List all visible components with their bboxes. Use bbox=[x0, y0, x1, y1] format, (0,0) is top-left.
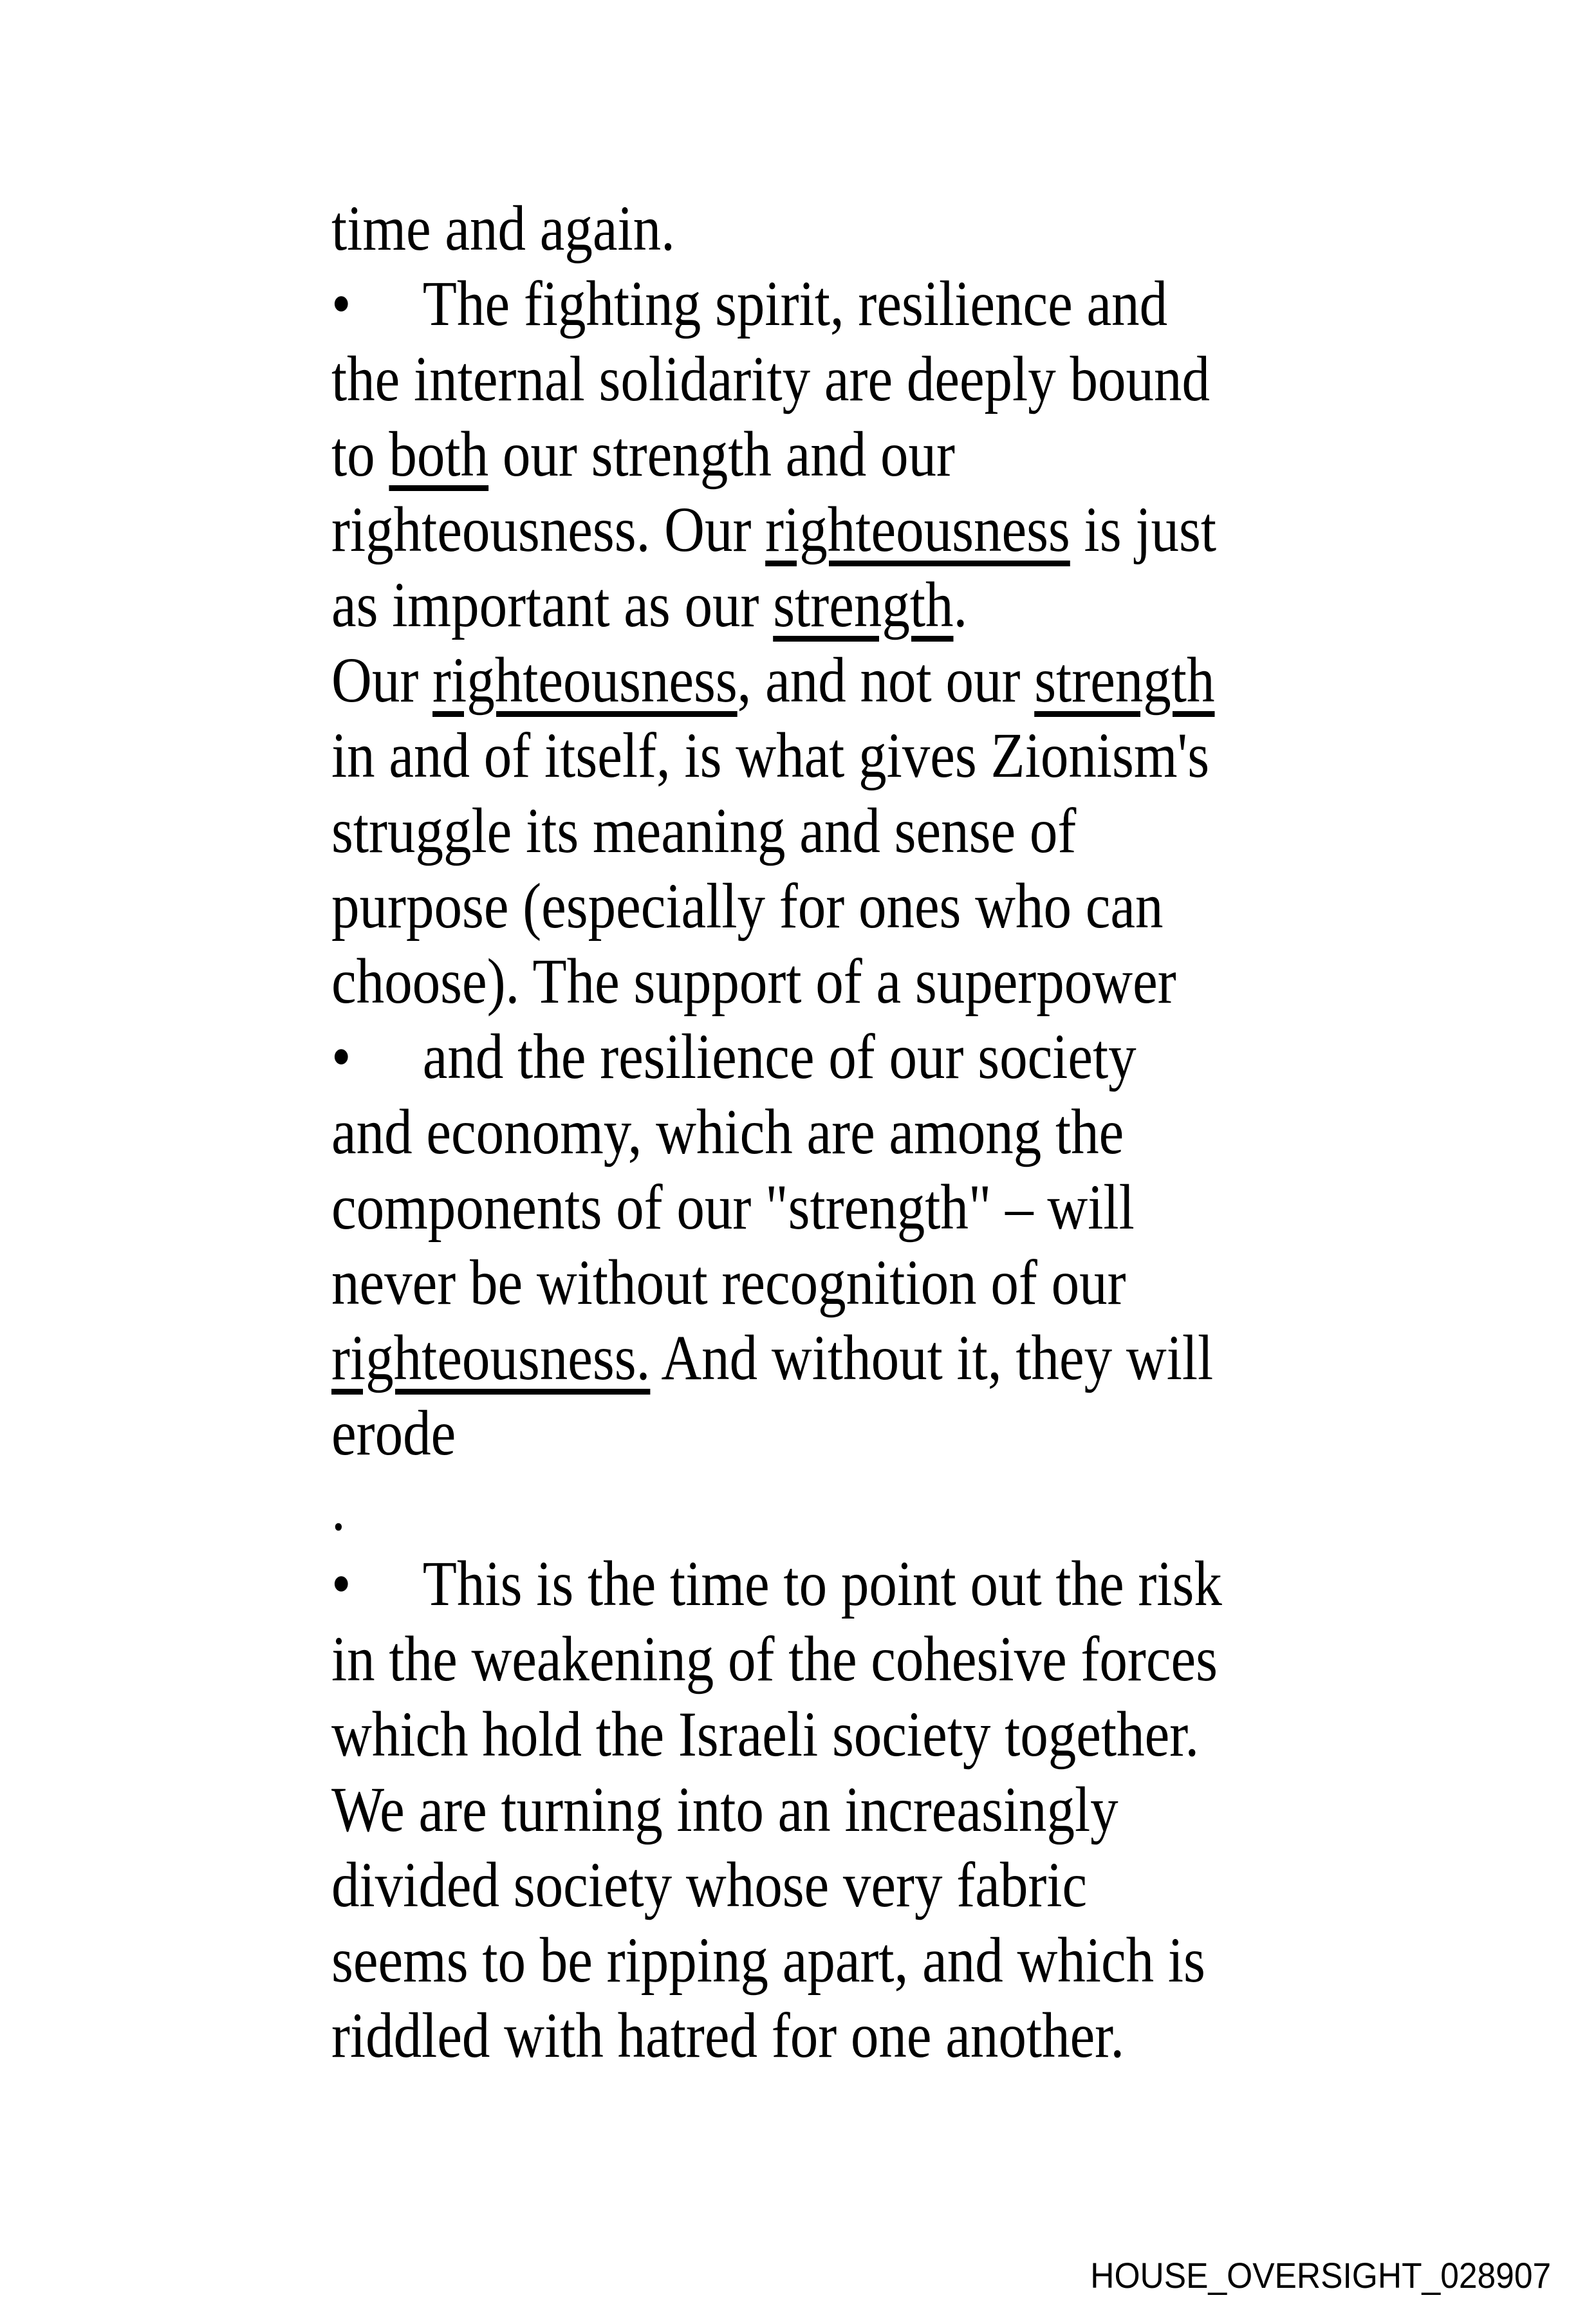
underlined-text: righteousness bbox=[765, 494, 1070, 565]
underlined-text: both bbox=[389, 418, 489, 490]
text-segment: our strength and our bbox=[488, 418, 955, 490]
text-line bbox=[331, 1546, 1406, 1621]
text-line bbox=[331, 1320, 1406, 1395]
text-line bbox=[331, 1094, 1406, 1169]
text-segment: choose). The support of a superpower bbox=[331, 945, 1176, 1017]
text-segment: purpose (especially for ones who can bbox=[331, 870, 1164, 942]
text-segment: which hold the Israeli society together. bbox=[331, 1698, 1200, 1770]
bates-number: HOUSE_OVERSIGHT_028907 bbox=[1090, 2255, 1551, 2296]
text-segment: never be without recognition of our bbox=[331, 1247, 1126, 1318]
text-segment: and the resilience of our society bbox=[422, 1021, 1137, 1092]
text-segment: is just bbox=[1070, 494, 1217, 565]
text-segment: riddled with hatred for one another. bbox=[331, 2000, 1125, 2071]
text-segment: divided society whose very fabric bbox=[331, 1849, 1088, 1920]
text-segment: And without it, they will bbox=[650, 1322, 1214, 1393]
text-line bbox=[331, 1998, 1406, 2073]
underlined-text: righteousness. bbox=[331, 1322, 651, 1393]
text-line bbox=[331, 1169, 1406, 1245]
text-segment: to bbox=[331, 418, 389, 490]
text-line bbox=[331, 793, 1406, 868]
text-line bbox=[331, 416, 1406, 492]
text-segment: . bbox=[331, 1472, 346, 1544]
text-segment: struggle its meaning and sense of bbox=[331, 795, 1077, 866]
underlined-text: righteousness bbox=[432, 644, 738, 716]
text-segment: erode bbox=[331, 1397, 456, 1469]
text-line bbox=[331, 1621, 1406, 1696]
text-segment: and economy, which are among the bbox=[331, 1096, 1124, 1167]
text-segment: , and not our bbox=[737, 644, 1035, 716]
text-segment: Our bbox=[331, 644, 433, 716]
text-line bbox=[331, 1471, 1406, 1546]
text-line bbox=[331, 642, 1406, 718]
text-line bbox=[331, 567, 1406, 642]
text-line bbox=[331, 718, 1406, 793]
text-segment: components of our "strength" – will bbox=[331, 1171, 1135, 1243]
bullet-marker: • bbox=[331, 1021, 351, 1092]
text-segment: the internal solidarity are deeply bound bbox=[331, 343, 1210, 414]
text-segment: This is the time to point out the risk bbox=[422, 1548, 1222, 1619]
text-line bbox=[331, 1847, 1406, 1922]
document-text bbox=[331, 190, 1406, 2073]
text-segment: in and of itself, is what gives Zionism's bbox=[331, 719, 1210, 791]
text-line bbox=[331, 868, 1406, 943]
bullet-marker: • bbox=[331, 1548, 351, 1619]
text-line bbox=[331, 943, 1406, 1019]
text-line bbox=[331, 1772, 1406, 1847]
text-segment: in the weakening of the cohesive forces bbox=[331, 1623, 1218, 1694]
text-line bbox=[331, 1696, 1406, 1772]
text-segment: time and again. bbox=[331, 192, 675, 264]
text-line bbox=[331, 341, 1406, 416]
bullet-marker: • bbox=[331, 268, 351, 339]
text-line bbox=[331, 1922, 1406, 1998]
text-line bbox=[331, 1395, 1406, 1471]
text-line bbox=[331, 190, 1406, 266]
text-segment: as important as our bbox=[331, 569, 774, 640]
text-segment: We are turning into an increasingly bbox=[331, 1774, 1118, 1845]
text-line bbox=[331, 1019, 1406, 1094]
underlined-text: strength bbox=[773, 569, 954, 640]
text-line bbox=[331, 266, 1406, 341]
text-line bbox=[331, 492, 1406, 567]
text-segment: . bbox=[953, 569, 968, 640]
underlined-text: strength bbox=[1034, 644, 1215, 716]
text-segment: righteousness. Our bbox=[331, 494, 766, 565]
text-segment: seems to be ripping apart, and which is bbox=[331, 1924, 1205, 1996]
text-line bbox=[331, 1245, 1406, 1320]
text-segment: The fighting spirit, resilience and bbox=[422, 268, 1168, 339]
